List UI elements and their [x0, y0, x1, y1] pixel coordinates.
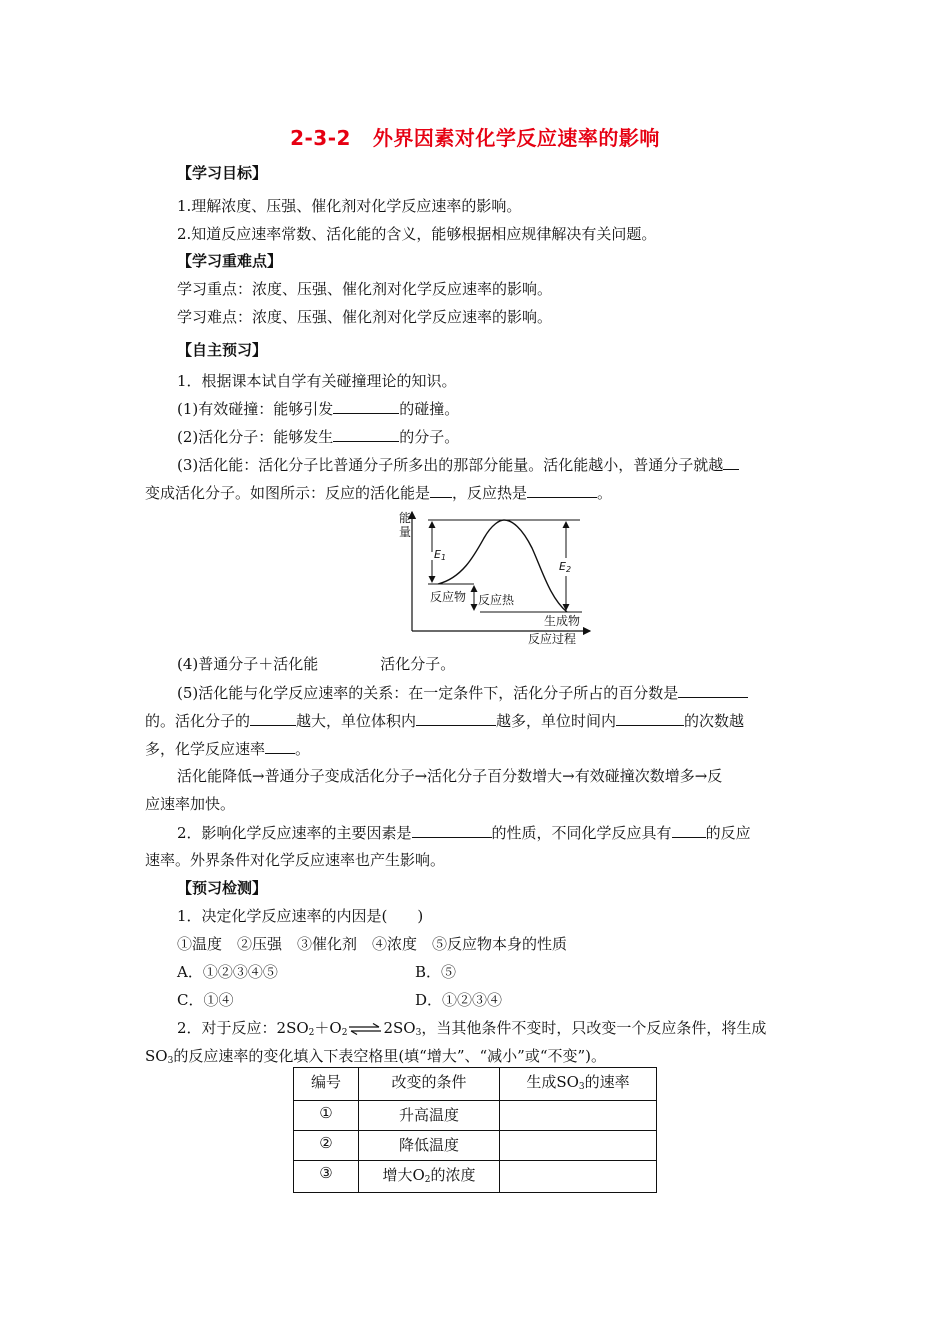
e2-label: E2: [559, 560, 572, 574]
y-axis-label-1: 能: [399, 511, 412, 525]
blank: [333, 426, 399, 442]
preview-chain-1: 活化能降低→普通分子变成活化分子→活化分子百分数增大→有效碰撞次数增多→反: [177, 767, 723, 785]
energy-diagram: [392, 508, 592, 646]
key-point-difficulty: 学习难点：浓度、压强、催化剂对化学反应速率的影响。: [177, 308, 553, 326]
table-header: 生成$SO_3$的速率: [500, 1068, 657, 1101]
table-cell: 升高温度: [359, 1101, 500, 1131]
goal-item-2: 2.知道反应速率常数、活化能的含义，能够根据相应规律解决有关问题。: [177, 225, 657, 243]
table-cell-answer[interactable]: [500, 1101, 657, 1131]
preview-q1-5-end: 多，化学反应速率 。: [145, 740, 311, 758]
rate-table: [293, 1067, 657, 1193]
reaction-heat-label: 反应热: [478, 593, 515, 607]
title-text: 外界因素对化学反应速率的影响: [372, 126, 660, 150]
option-b: B．⑤: [415, 963, 457, 981]
goal-item-1: 1.理解浓度、压强、催化剂对化学反应速率的影响。: [177, 197, 522, 215]
blank: [672, 822, 706, 838]
preview-heading: 【自主预习】: [177, 341, 268, 359]
table-header: 改变的条件: [359, 1068, 500, 1101]
reactant-label: 反应物: [430, 590, 467, 604]
table-cell: ①: [294, 1101, 359, 1131]
table-cell-answer[interactable]: [500, 1131, 657, 1161]
option-a: A．①②③④⑤: [177, 963, 278, 981]
preview-chain-2: 应速率加快。: [145, 795, 236, 813]
table-header: 编号: [294, 1068, 359, 1101]
preview-q1-1: (1)有效碰撞：能够引发 的碰撞。: [177, 400, 460, 418]
option-d: D．①②③④: [415, 991, 503, 1009]
blank: [333, 398, 399, 414]
y-axis-label-2: 量: [399, 525, 412, 539]
preview-q1-5: (5)活化能与化学反应速率的关系：在一定条件下，活化分子所占的百分数是: [177, 682, 748, 703]
table-cell: ③: [294, 1161, 359, 1193]
blank: [527, 482, 597, 498]
blank: [723, 454, 739, 470]
table-row: [294, 1131, 657, 1161]
preview-q1-5-cont: 的。活化分子的 越大，单位体积内 越多，单位时间内 的次数越: [145, 712, 745, 730]
table-row: [294, 1161, 657, 1193]
check-q2: 2．对于反应：$2SO_2+O_2$ $2SO_3$，当其他条件不变时，只改变一个反应条件，将生成: [177, 1019, 767, 1038]
e1-label: E1: [434, 548, 447, 562]
table-row: [294, 1101, 657, 1131]
blank: [265, 738, 295, 754]
blank: [250, 710, 296, 726]
option-c: C．①④: [177, 991, 234, 1009]
preview-q1-2: (2)活化分子：能够发生 的分子。: [177, 428, 460, 446]
preview-q1-4: (4)普通分子＋活化能 活化分子。: [177, 655, 456, 673]
check-q1-options: ①温度 ②压强 ③催化剂 ④浓度 ⑤反应物本身的性质: [177, 935, 568, 953]
key-points-heading: 【学习重难点】: [177, 252, 283, 270]
page-title: [0, 122, 950, 151]
table-cell: ②: [294, 1131, 359, 1161]
key-point-focus: 学习重点：浓度、压强、催化剂对化学反应速率的影响。: [177, 280, 553, 298]
preview-q1-3: (3)活化能：活化分子比普通分子所多出的那部分能量。活化能越小，普通分子就越: [177, 454, 739, 475]
preview-q2: 2．影响化学反应速率的主要因素是 的性质，不同化学反应具有 的反应: [177, 824, 751, 842]
preview-q1-3-cont: 变成活化分子。如图所示：反应的活化能是 ，反应热是 。: [145, 484, 613, 502]
goals-heading: 【学习目标】: [177, 164, 268, 182]
table-cell: 降低温度: [359, 1131, 500, 1161]
blank: [412, 822, 492, 838]
x-axis-label: 反应过程: [528, 632, 577, 646]
table-cell-answer[interactable]: [500, 1161, 657, 1193]
check-q1: 1．决定化学反应速率的内因是( ): [177, 907, 424, 925]
preview-q1-intro: 1．根据课本试自学有关碰撞理论的知识。: [177, 372, 457, 390]
table-cell: 增大$O_2$的浓度: [359, 1161, 500, 1193]
equilibrium-arrow-icon: [348, 1023, 382, 1035]
check-q2-cont: $SO_3$的反应速率的变化填入下表空格里(填“增大”、“减小”或“不变”)。: [145, 1047, 607, 1066]
table-header-row: [294, 1068, 657, 1101]
product-label: 生成物: [544, 614, 581, 628]
check-heading: 【预习检测】: [177, 879, 268, 897]
blank: [616, 710, 684, 726]
title-number: 2-3-2: [290, 126, 351, 150]
preview-q2-cont: 速率。外界条件对化学反应速率也产生影响。: [145, 851, 446, 869]
blank: [416, 710, 496, 726]
blank: [678, 682, 748, 698]
blank: [430, 482, 452, 498]
